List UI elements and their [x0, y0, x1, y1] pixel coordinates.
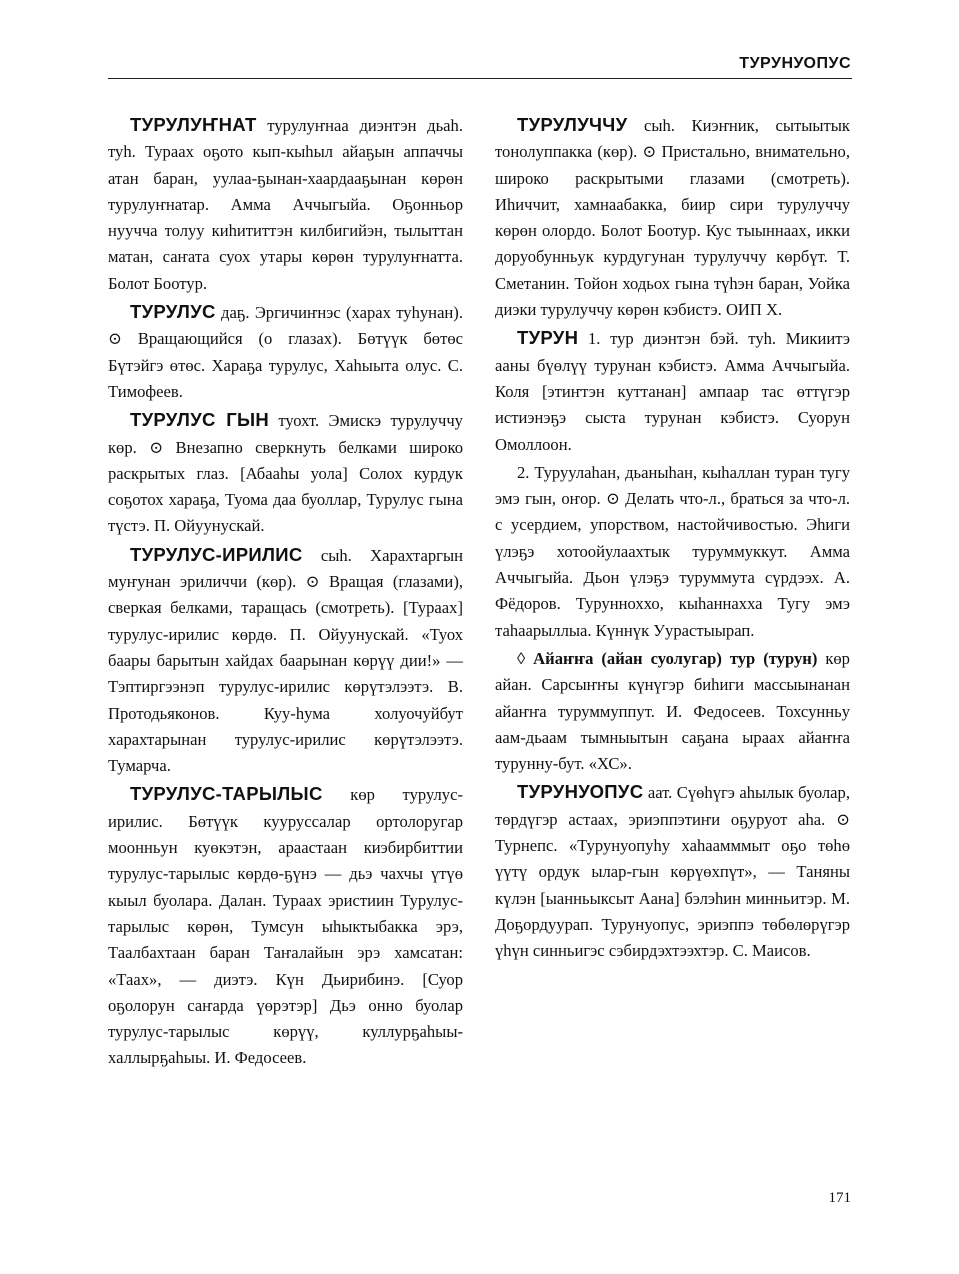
- right-column: [495, 112, 850, 965]
- running-head: ТУРУНУОПУС: [739, 55, 851, 72]
- entry: [108, 299, 463, 405]
- entry-text: көр айан. Сарсыҥҥы күнүгэр биһиги массыынанан айаҥҥа туруммуппут. И. Федосеев. Тохсунньу аам-дьаам тымныытын саҕана ыраах айаҥҥа турунну-бут. «ХС».: [495, 648, 850, 774]
- entry-text: 1. тур диэнтэн бэй. туһ. Микиитэ ааны бүөлүү турунан кэбистэ. Амма Аччыгыйа. Коля [этиҥтэн куттанан] ампаар тас өттүгэр истиэнэҕэ сыста турунан кэбистэ. Суорун Омоллоон.: [495, 329, 850, 454]
- entry: [108, 112, 463, 297]
- entry: [108, 542, 463, 780]
- entry-text: даҕ. Эргичиҥнэс (харах туһунан). ⊙ Вращающийся (о глазах). Бөтүүк бөтөс Бүтэйгэ өтөс. Хараҕа турулус, Хаһыыта олус. С. Тимофеев.: [108, 303, 463, 401]
- entry-text: 2. Туруулаһан, дьаныһан, кыһаллан туран тугу эмэ гын, оҥор. ⊙ Делать что-л., браться за что-л. с усердием, упорством, настойчивостью. Эһиги үлэҕэ хотоойулаахтык туруммуккут. Амма Аччыгыйа. Дьон үлэҕэ туруммута сүрдээх. А. Фёдоров. Турунноххо, кыһаннахха Тугу эмэ таһаарыллыа. Күннүк Уурастыырап.: [495, 462, 850, 640]
- headword: ТУРУЛУС ГЫН: [130, 409, 270, 431]
- headword: ТУРУЛУС: [130, 301, 216, 323]
- headword: ТУРУЛУЧЧУ: [517, 114, 628, 135]
- entry-text: турулуҥнаа диэнтэн дьаһ. туһ. Тураах оҕото кып-кыһыл айаҕын аппаччы атан баран, уулаа-ҕынан-хаардааҕынан көрөн турулуҥнатар. Амма Аччыгыйа. Оҕонньор нуучча толуу киһититтэн килбигийэн, тылыттан матан, саҥата суох утары көрөн турулуҥнатта. Болот Боотур.: [108, 116, 463, 293]
- headword: ТУРУН: [517, 327, 579, 349]
- header-rule: [108, 78, 852, 79]
- entry-sense: [495, 460, 850, 644]
- entry: [495, 325, 850, 457]
- idiom-headword: ◊ Айаҥҥа (айан суолугар) тур (турун): [517, 648, 818, 668]
- page-number: 171: [828, 1190, 851, 1206]
- headword: ТУРУЛУҤНАТ: [130, 114, 257, 135]
- entry-idiom: [495, 646, 850, 777]
- entry-text: сыһ. Харахтаргын муҥунан эриличчи (көр). ⊙ Вращая (глазами), сверкая белками, таращась (смотреть). [Тураах] турулус-ирилис көрдө. П. Ойуунускай. «Туох баары барытын хайдах баарынан көрүү дии!» — Тэптиргээнэп турулус-ирилис көрүтэлээтэ. В. Протодьяконов. Куу-һума холуочуйбут харахтарынан турулус-ирилис көрүтэлээтэ. Тумарча.: [108, 545, 463, 776]
- entry-text: көр турулус-ирилис. Бөтүүк кууруссалар ортолоругар моонньун куөкэтэн, араастаан киэбирбиттии турулус-тарылыс көрдө-ҕүнэ — дьэ чахчы үтүө кыыл буолара. Далан. Тураах эристиин Турулус-тарылыс көрөн, Тумсун ыһыктыбакка эрэ, Таалбахтаан баран Таҥалайын эрэ хамсатан: «Таах», — диэтэ. Күн Дьирибинэ. [Суор оҕолорун саҥарда үөрэтэр] Дьэ онно буолар турулус-тарылыс көрүү, куллурҕаһыы-халлырҕаһыы. И. Федосеев.: [108, 785, 463, 1068]
- entry: [495, 112, 850, 323]
- left-column: [108, 112, 463, 1072]
- entry: [495, 779, 850, 964]
- entry: [108, 781, 463, 1071]
- headword: ТУРУЛУС-ТАРЫЛЫС: [130, 783, 323, 805]
- headword: ТУРУЛУС-ИРИЛИС: [130, 543, 303, 565]
- entry-text: туохт. Эмискэ турулуччу көр. ⊙ Внезапно сверкнуть белками широко раскрытых глаз. [Абааһы уола] Солох курдук соҕотох хараҕа, Туома даа буоллар, Турулус гына түстэ. П. Ойуунускай.: [108, 411, 463, 536]
- headword: ТУРУНУОПУС: [517, 781, 644, 803]
- entry-text: сыһ. Киэҥник, сытыытык тонолуппакка (көр). ⊙ Пристально, внимательно, широко раскрытыми глазами (смотреть). Иһиччит, хамнаабакка, биир сири турулуччу көрөн олордо. Болот Боотур. Кус тыыннаах, икки доруобунньук курдугунан турулуччу көрбүт. Т. Сметанин. Тойон ходьох гына түһэн баран, Уойка диэки турулуччу көрөн кэбистэ. ОИП Х.: [495, 116, 850, 320]
- entry-text: аат. Сүөһүгэ аһылык буолар, төрдүгэр астаах, эриэппэтиҥи оҕуруот аһа. ⊙ Турнепс. «Турунуопуһу хаһаамммыт оҕо төһө үүтү ордук ылар-гын көрүөхпүт», — Таняны күлэн [ыанньыксыт Аана] бэлэһин минньитэр. М. Доҕордуурап. Турунуопус, эриэппэ төбөлөрүгэр үһүн синньигэс сэбирдэхтээхтэр. С. Маисов.: [495, 783, 850, 961]
- entry: [108, 407, 463, 539]
